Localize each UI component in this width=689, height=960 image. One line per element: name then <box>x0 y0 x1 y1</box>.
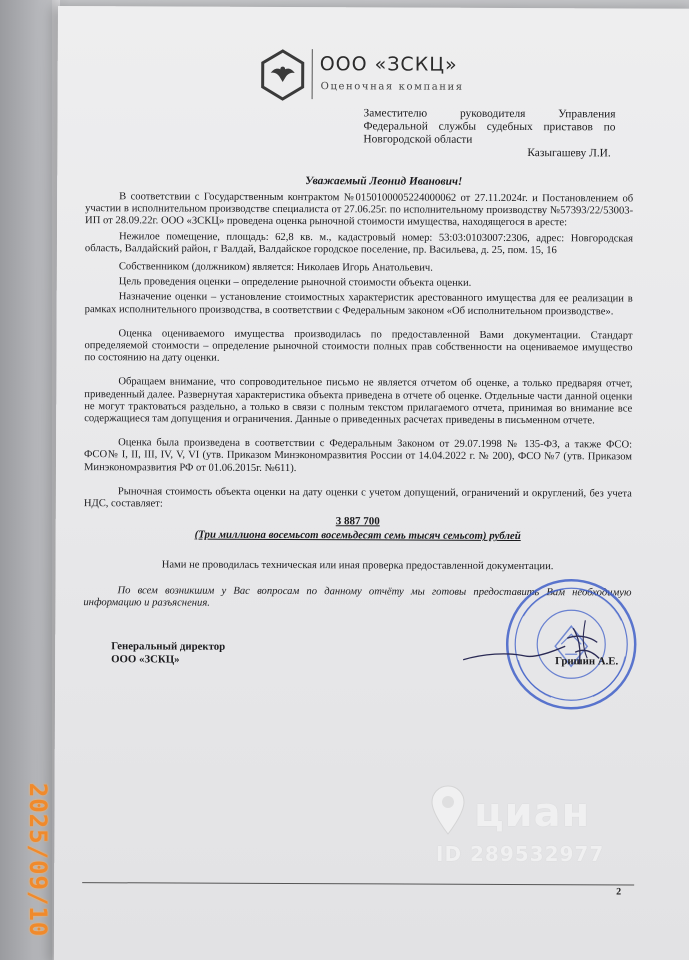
company-logo <box>260 47 464 108</box>
signatory-name: Гришин А.Е. <box>555 655 619 668</box>
page-number: 2 <box>616 886 622 898</box>
paragraph-questions: По всем возникшим у Вас вопросам по данному отчёту мы готовы предоставить Вам необходимую информацию и разъяснения. <box>83 585 632 609</box>
paragraph-documentation: Оценка оцениваемого имущества производилась по предоставленной Вами документации. Стандарт определяемой стоимости – определение рыночной стоимости полных прав собственности на оцениваемое имущество по состоянию на дату оценки. <box>84 328 633 364</box>
paragraph-owner: Собственником (должником) является: Николаев Игорь Анатольевич. <box>118 261 433 274</box>
cian-watermark <box>424 780 634 876</box>
total-value-words: (Три миллиона восемьсот восемьдесят семь тысяч семьсот) рублей <box>194 529 521 543</box>
company-subtitle: Оценочная компания <box>320 81 464 93</box>
paragraph-purpose: Назначение оценки – установление стоимостных характеристик арестованного имущества для ее реализации в рамках исполнительного производства, в соответствии с Федеральным законом «Об исполнительном производстве». <box>84 291 633 318</box>
hexagon-eagle-logo-icon <box>260 49 306 101</box>
watermark-id: ID 289532977 <box>436 842 605 866</box>
paragraph-market-value: Рыночная стоимость объекта оценки на дату оценки с учетом допущений, ограничений и округлений, без учета НДС, составляет: <box>83 486 632 510</box>
paragraph-contract: В соответствии с Государственным контрактом №0150100005224000062 от 27.11.2024г. и Постановлением об участии в исполнительном производстве специалиста от 27.06.25г. по исполнительному производству №57393/22/53003-ИП от 28.09.22г. ООО «ЗСКЦ» проведена оценка рыночной стоимости имущества, находящегося в аресте: <box>85 191 634 229</box>
total-value: 3 887 700 <box>335 515 380 528</box>
paragraph-notice: Обращаем внимание, что сопроводительное письмо не является отчетом об оценке, а только предваряя отчет, приведенный далее. Развернутая характеристика объекта приведена в отчете об оценке. Отдельные части данной оценки не могут трактоваться раздельно, а только в связи с полным текстом прилагаемого отчета, принимая во внимание все содержащиеся там допущения и ограничения. Данные о приведенных расчетах приведены в письменном отчете. <box>84 376 633 427</box>
letter-body <box>83 188 633 612</box>
signatory-title <box>111 640 225 666</box>
footer-rule <box>82 882 634 885</box>
greeting: Уважаемый Леонид Иванович! <box>305 175 463 188</box>
addressee-position: Заместителю руководителя Управления Федеральной службы судебных приставов по Новгородской области <box>363 107 616 146</box>
signatory-company: ООО «ЗСКЦ» <box>111 653 180 666</box>
paragraph-standards: Оценка была произведена в соответствии с Федеральным Законом от 29.07.1998 № 135-ФЗ, а также ФСО: ФСО№ I, II, III, IV, V, VI (утв. Приказом Минэкономразвития России от 14.04.2022 г. № 200), ФСО №7 (утв. Приказом Минэкономразвития РФ от 01.06.2015г. №611). <box>83 437 633 474</box>
map-pin-icon <box>430 784 466 836</box>
company-name: ООО «ЗСКЦ» <box>319 53 458 76</box>
photo-date-stamp <box>18 770 58 950</box>
addressee-name: Казыгашеву Л.И. <box>527 147 611 160</box>
handwritten-signature <box>455 608 605 679</box>
watermark-brand: циан <box>474 790 591 836</box>
photo-date-text: 2025/09/10 <box>24 782 52 938</box>
signatory-position: Генеральный директор <box>111 640 226 653</box>
logo-separator <box>312 49 313 99</box>
paragraph-object: Нежилое помещение, площадь: 62,8 кв. м., кадастровый номер: 53:03:0103007:2306, адрес: Новгородская область, Валдайский район, г Валдай, Валдайское городское поселение, пр. Васильева, д. 25, пом. 15, 16 <box>84 230 634 256</box>
paragraph-verification: Нами не проводилась техническая или иная проверка предоставленной документации. <box>161 559 554 572</box>
paragraph-goal: Цель проведения оценки – определение рыночной стоимости объекта оценки. <box>118 276 472 290</box>
